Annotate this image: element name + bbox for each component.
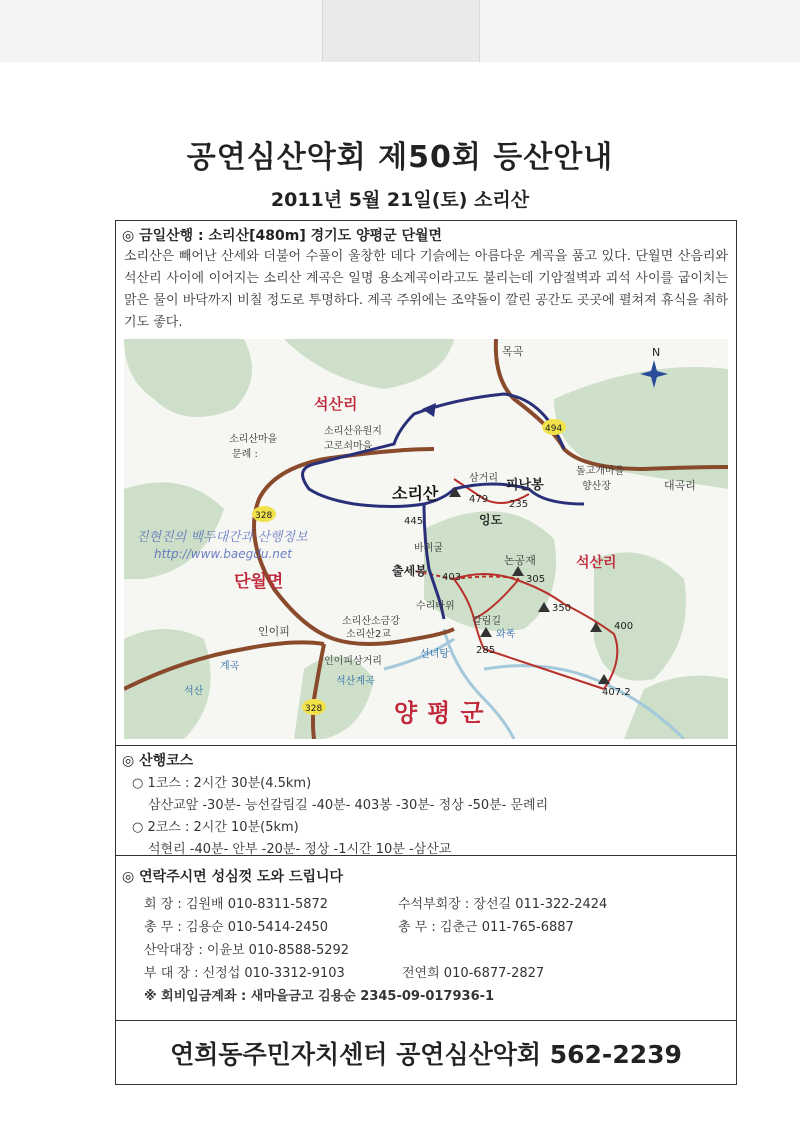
map-label-305: 305 <box>526 574 546 585</box>
contact-vice-leader: 부 대 장 : 신정섭 010-3312-9103 <box>144 966 345 981</box>
map-label-400: 400 <box>614 621 634 632</box>
map-label-seoksan: 석산 <box>184 686 204 697</box>
map-label-gyegok-left: 계곡 <box>220 661 240 672</box>
contact-secretary-2: 총 무 : 김춘근 011-765-6887 <box>398 920 574 935</box>
contact-president: 회 장 : 김원배 010-8311-5872 <box>144 897 329 912</box>
road-328-label: 328 <box>255 511 273 521</box>
map-label-school: 소리산소금강 <box>342 616 400 627</box>
course-1-title: ○ 1코스 : 2시간 30분(4.5km) <box>132 776 312 791</box>
map-label-inipi: 인이피 <box>258 625 290 638</box>
contact-extra: 전연희 010-6877-2827 <box>402 966 545 981</box>
map-label-samgeori: 삼거리 <box>469 473 498 484</box>
map-label-seonnyeotang: 선녀탕 <box>420 649 449 660</box>
map-label-bawigul: 바위굴 <box>414 543 443 554</box>
map-label-school2: 소리산2교 <box>346 629 392 640</box>
contact-vice-president: 수석부회장 : 장선길 011-322-2424 <box>398 897 608 912</box>
intro-section <box>116 221 736 746</box>
map-watermark-title: 진현진의 백두대간과 산행정보 <box>136 530 308 545</box>
map-label-munrye: 문례 : <box>232 449 258 460</box>
map-label-hyangsanjang: 향산장 <box>582 481 611 492</box>
course-heading: ◎ 산행코스 <box>122 753 194 769</box>
trail-map <box>124 339 728 739</box>
binder-clip <box>322 0 480 62</box>
course-2-route: 석현리 -40분- 안부 -20분- 정상 -1시간 10분 -삼산교 <box>148 842 452 857</box>
document-title: 공연심산악회 제50회 등산안내 <box>186 140 614 175</box>
map-label-479: 479 <box>469 494 489 505</box>
map-label-285: 285 <box>476 645 496 656</box>
map-label-445: 445 <box>404 516 424 527</box>
document-subtitle: 2011년 5월 21일(토) 소리산 <box>270 189 530 211</box>
map-watermark-url: http://www.baegdu.net <box>154 547 292 561</box>
course-1-route: 삼산교앞 -30분- 능선갈림길 -40분- 403봉 -30분- 정상 -50분- 문례리 <box>148 798 549 813</box>
map-label-soreesan-maeul: 소리산마을 <box>229 434 278 445</box>
contact-heading: ◎ 연락주시면 성심껏 도와 드립니다 <box>122 869 344 885</box>
map-label-seoksanri: 석산리 <box>314 395 358 413</box>
map-label-yangpyeong: 양평군 <box>394 699 494 727</box>
map-label-chulsebong: 출세봉 <box>392 564 427 578</box>
contact-account: ※ 회비입금계좌 : 새마을금고 김용순 2345-09-017936-1 <box>144 989 495 1004</box>
map-label-235: 235 <box>509 499 529 510</box>
contact-section <box>116 856 736 1021</box>
course-section <box>116 746 736 856</box>
map-label-inipi-junction: 인이피삼거리 <box>324 656 382 667</box>
route-arrow-icon <box>422 403 436 417</box>
course-2-title: ○ 2코스 : 2시간 10분(5km) <box>132 820 299 835</box>
map-label-gyegok-mid: 석산계곡 <box>336 676 375 687</box>
road-494-label: 494 <box>545 424 563 434</box>
footer-organization: 연희동주민자치센터 공연심산악회 562-2239 <box>170 1039 682 1069</box>
map-label-danwolmyeon: 단월면 <box>234 572 284 592</box>
north-label: N <box>652 346 661 359</box>
map-label-seoksanri-right: 석산리 <box>576 555 617 571</box>
map-label-407: 407.2 <box>602 687 631 698</box>
map-label-dolgogae: 돌고개마을 <box>576 466 625 477</box>
map-label-gorosoe: 고로쇠마을 <box>324 441 373 452</box>
contact-secretary-1: 총 무 : 김용순 010-5414-2450 <box>144 920 329 935</box>
road-328b-label: 328 <box>305 704 323 714</box>
map-label-mokgok: 목곡 <box>502 345 524 358</box>
map-label-pinanbong: 피난봉 <box>506 478 544 493</box>
info-sheet <box>115 220 737 1085</box>
map-label-resort: 소리산유원지 <box>324 426 382 437</box>
map-label-galrimgil: 갈림길 <box>472 616 501 627</box>
map-label-suri: 수리바위 <box>416 601 455 612</box>
map-label-350: 350 <box>552 603 572 614</box>
map-label-soreesan: 소리산 <box>392 484 439 503</box>
trail-map-svg <box>124 339 728 739</box>
contact-leader: 산악대장 : 이윤보 010-8588-5292 <box>144 943 350 958</box>
map-label-daegokri: 대곡리 <box>664 479 696 492</box>
map-label-nongonje: 논공재 <box>504 554 536 567</box>
intro-heading: ◎ 금일산행 : 소리산[480m] 경기도 양평군 단월면 <box>122 228 443 244</box>
intro-paragraph: 소리산은 빼어난 산세와 더불어 수풀이 울창한 데다 기슭에는 아름다운 계곡을 품고 있다. 단월면 산음리와 석산리 사이에 이어지는 소리산 계곡은 일명 용소계곡이라고도 불리는데 기암절벽과 괴석 사이를 굽이치는 맑은 물이 바닥까지 비칠 정도로 투명하다. 계곡 주위에는 조약돌이 깔린 공간도 곳곳에 펼쳐져 휴식을 취하기도 좋다. <box>124 249 728 330</box>
map-label-ingdo: 잉도 <box>479 513 503 527</box>
map-label-403: 403 <box>442 572 462 583</box>
map-label-waepok: 와폭 <box>496 629 516 640</box>
